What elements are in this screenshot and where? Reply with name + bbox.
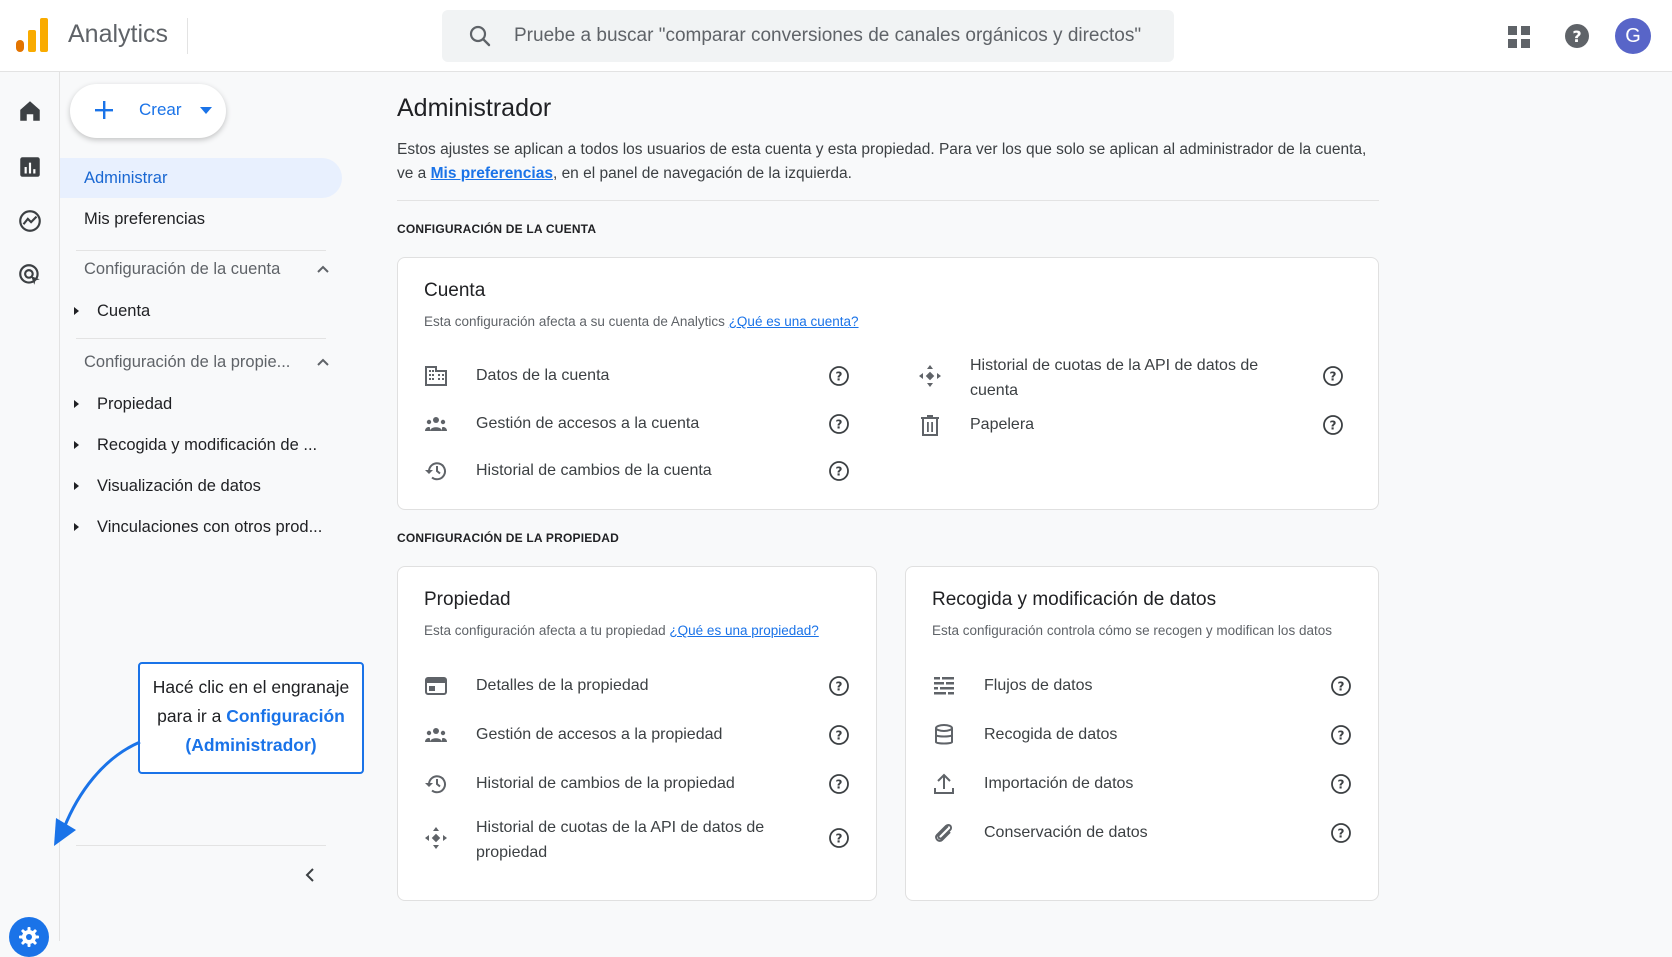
- row-historial-cuotas-api-propiedad[interactable]: [424, 818, 854, 861]
- help-circle-icon[interactable]: [828, 460, 850, 482]
- row-label: Papelera: [970, 416, 1035, 433]
- nav-sub-recogida[interactable]: [74, 436, 317, 455]
- nav-item-mis-preferencias[interactable]: Mis preferencias: [84, 210, 206, 228]
- row-historial-cuotas-api-cuenta[interactable]: [918, 356, 1348, 399]
- nav-section-account-label: Configuración de la cuenta: [84, 260, 281, 278]
- svg-text:?: ?: [1337, 826, 1345, 841]
- callout-line-2: [140, 702, 362, 731]
- row-label: Historial de cambios de la cuenta: [476, 462, 712, 479]
- svg-text:?: ?: [1572, 27, 1582, 46]
- help-circle-icon[interactable]: [828, 675, 850, 697]
- property-card: [397, 566, 877, 901]
- help-circle-icon[interactable]: [828, 413, 850, 435]
- help-circle-icon[interactable]: [1330, 773, 1352, 795]
- building-icon: [424, 364, 448, 388]
- svg-text:?: ?: [835, 417, 843, 432]
- card-title: Cuenta: [424, 280, 486, 301]
- advertising-icon[interactable]: [17, 262, 43, 288]
- data-collection-card: [905, 566, 1379, 901]
- page-title: Administrador: [397, 94, 552, 122]
- caret-down-icon: [200, 107, 212, 115]
- card-title: Recogida y modificación de datos: [932, 589, 1217, 610]
- row-label: Historial de cambios de la propiedad: [476, 775, 735, 792]
- row-papelera[interactable]: [918, 405, 1348, 445]
- callout-line-2-prefix: para ir a: [157, 706, 227, 726]
- nav-item-administrar[interactable]: Administrar: [60, 158, 342, 198]
- svg-text:?: ?: [1337, 679, 1345, 694]
- mis-preferencias-link[interactable]: Mis preferencias: [430, 165, 553, 182]
- help-icon[interactable]: [1564, 23, 1590, 49]
- row-gestion-accesos-cuenta[interactable]: [424, 404, 854, 444]
- card-subtitle: Esta configuración controla cómo se recogen y modifican los datos: [932, 623, 1332, 638]
- nav-divider: [76, 250, 326, 251]
- retention-icon: [932, 821, 956, 845]
- apps-grid-icon[interactable]: [1508, 26, 1530, 48]
- chevron-up-icon: [316, 264, 330, 274]
- row-label: Datos de la cuenta: [476, 367, 610, 384]
- nav-section-property-label: Configuración de la propie...: [84, 353, 291, 371]
- database-icon: [932, 723, 956, 747]
- svg-text:?: ?: [835, 369, 843, 384]
- nav-sub-vinculaciones[interactable]: [74, 518, 322, 537]
- row-label: Gestión de accesos a la cuenta: [476, 415, 700, 432]
- plus-icon: [92, 98, 116, 122]
- title-divider: [187, 18, 188, 54]
- callout-highlight: Configuración: [226, 706, 345, 726]
- row-label: Flujos de datos: [984, 677, 1093, 694]
- account-card: [397, 257, 1379, 510]
- page-description: [397, 138, 1379, 186]
- nav-sub-cuenta[interactable]: [74, 302, 150, 321]
- expand-triangle-icon: [74, 523, 79, 531]
- expand-triangle-icon: [74, 482, 79, 490]
- svg-text:?: ?: [1329, 418, 1337, 433]
- people-icon: [424, 723, 448, 747]
- nav-sub-propiedad[interactable]: [74, 395, 172, 414]
- nav-section-property[interactable]: [84, 353, 344, 381]
- expand-triangle-icon: [74, 441, 79, 449]
- nav-divider: [76, 338, 326, 339]
- card-subtitle-text: Esta configuración afecta a su cuenta de Analytics: [424, 314, 729, 329]
- row-gestion-accesos-propiedad[interactable]: [424, 715, 854, 755]
- desc-text-2: , en el panel de navegación de la izquierda.: [552, 165, 852, 182]
- tutorial-callout: [138, 662, 364, 774]
- expand-triangle-icon: [74, 307, 79, 315]
- row-label: Conservación de datos: [984, 824, 1148, 841]
- api-quota-icon: [918, 364, 942, 388]
- app-title: Analytics: [68, 20, 169, 48]
- reports-icon[interactable]: [17, 154, 43, 180]
- row-label: Importación de datos: [984, 775, 1134, 792]
- row-datos-cuenta[interactable]: [424, 356, 854, 396]
- help-circle-icon[interactable]: [1330, 675, 1352, 697]
- svg-text:?: ?: [1337, 728, 1345, 743]
- help-circle-icon[interactable]: [828, 724, 850, 746]
- svg-text:?: ?: [835, 777, 843, 792]
- nav-sub-label: Visualización de datos: [97, 477, 261, 495]
- create-button[interactable]: [70, 84, 226, 138]
- search-input[interactable]: Pruebe a buscar "comparar conversiones de canales orgánicos y directos": [514, 25, 1142, 46]
- row-historial-cambios-propiedad[interactable]: [424, 764, 854, 804]
- help-circle-icon[interactable]: [828, 773, 850, 795]
- svg-text:?: ?: [835, 679, 843, 694]
- row-label: Gestión de accesos a la propiedad: [476, 726, 723, 743]
- help-circle-icon[interactable]: [828, 365, 850, 387]
- help-circle-icon[interactable]: [1330, 724, 1352, 746]
- search-icon: [468, 24, 492, 48]
- callout-highlight: (Administrador): [185, 735, 317, 755]
- nav-sub-label: Vinculaciones con otros prod...: [97, 518, 323, 536]
- people-icon: [424, 412, 448, 436]
- section-label-property: CONFIGURACIÓN DE LA PROPIEDAD: [397, 531, 620, 545]
- nav-section-account[interactable]: [84, 260, 344, 288]
- callout-arrow-icon: [48, 738, 144, 848]
- row-label: Historial de cuotas de la API de datos de propiedad: [476, 819, 765, 861]
- help-circle-icon[interactable]: [1322, 414, 1344, 436]
- row-conservacion-datos[interactable]: [932, 813, 1356, 853]
- chevron-up-icon: [316, 357, 330, 367]
- svg-text:?: ?: [835, 728, 843, 743]
- svg-text:?: ?: [835, 831, 843, 846]
- main-divider: [397, 200, 1379, 201]
- nav-sub-label: Propiedad: [97, 395, 173, 413]
- explore-icon[interactable]: [17, 208, 43, 234]
- what-is-account-link[interactable]: ¿Qué es una cuenta?: [728, 314, 859, 329]
- svg-text:?: ?: [1329, 369, 1337, 384]
- collapse-nav-chevron-left-icon[interactable]: [302, 867, 318, 883]
- row-label: Historial de cuotas de la API de datos de cuenta: [970, 357, 1259, 399]
- home-icon[interactable]: [17, 98, 43, 124]
- nav-sub-label: Cuenta: [97, 302, 151, 320]
- row-label: Recogida de datos: [984, 726, 1118, 743]
- upload-icon: [932, 772, 956, 796]
- gear-icon: [17, 925, 41, 949]
- trash-icon: [918, 413, 942, 437]
- history-icon: [424, 459, 448, 483]
- api-quota-icon: [424, 826, 448, 850]
- callout-line-1: Hacé clic en el engranaje: [152, 677, 350, 697]
- top-bar: [0, 0, 1672, 72]
- row-label: Detalles de la propiedad: [476, 677, 649, 694]
- card-subtitle: [424, 314, 859, 329]
- row-recogida-datos[interactable]: [932, 715, 1356, 755]
- section-label-account: CONFIGURACIÓN DE LA CUENTA: [397, 222, 597, 236]
- expand-triangle-icon: [74, 400, 79, 408]
- svg-text:?: ?: [835, 464, 843, 479]
- help-circle-icon[interactable]: [1330, 822, 1352, 844]
- row-historial-cambios-cuenta[interactable]: [424, 451, 854, 491]
- desc-text-1: Estos ajustes se aplican a todos los usuarios de esta cuenta y esta propiedad. Para ver los que solo se aplican al administrador de la cuenta, ve a: [397, 141, 1367, 182]
- card-subtitle: [424, 623, 819, 638]
- history-icon: [424, 772, 448, 796]
- admin-settings-button[interactable]: [9, 917, 49, 957]
- search-bar[interactable]: [442, 10, 1174, 62]
- nav-sub-visualizacion[interactable]: [74, 477, 261, 496]
- row-detalles-propiedad[interactable]: [424, 666, 854, 706]
- property-details-icon: [424, 674, 448, 698]
- svg-text:?: ?: [1337, 777, 1345, 792]
- card-title: Propiedad: [424, 589, 511, 610]
- help-circle-icon[interactable]: [828, 827, 850, 849]
- avatar[interactable]: G: [1615, 18, 1651, 54]
- analytics-logo[interactable]: [16, 18, 48, 52]
- help-circle-icon[interactable]: [1322, 365, 1344, 387]
- nav-sub-label: Recogida y modificación de ...: [97, 436, 318, 454]
- create-button-label: Crear: [139, 100, 182, 119]
- what-is-property-link[interactable]: ¿Qué es una propiedad?: [669, 623, 819, 638]
- data-streams-icon: [932, 674, 956, 698]
- card-subtitle-text: Esta configuración afecta a tu propiedad: [424, 623, 670, 638]
- row-importacion-datos[interactable]: [932, 764, 1356, 804]
- row-flujos-datos[interactable]: [932, 666, 1356, 706]
